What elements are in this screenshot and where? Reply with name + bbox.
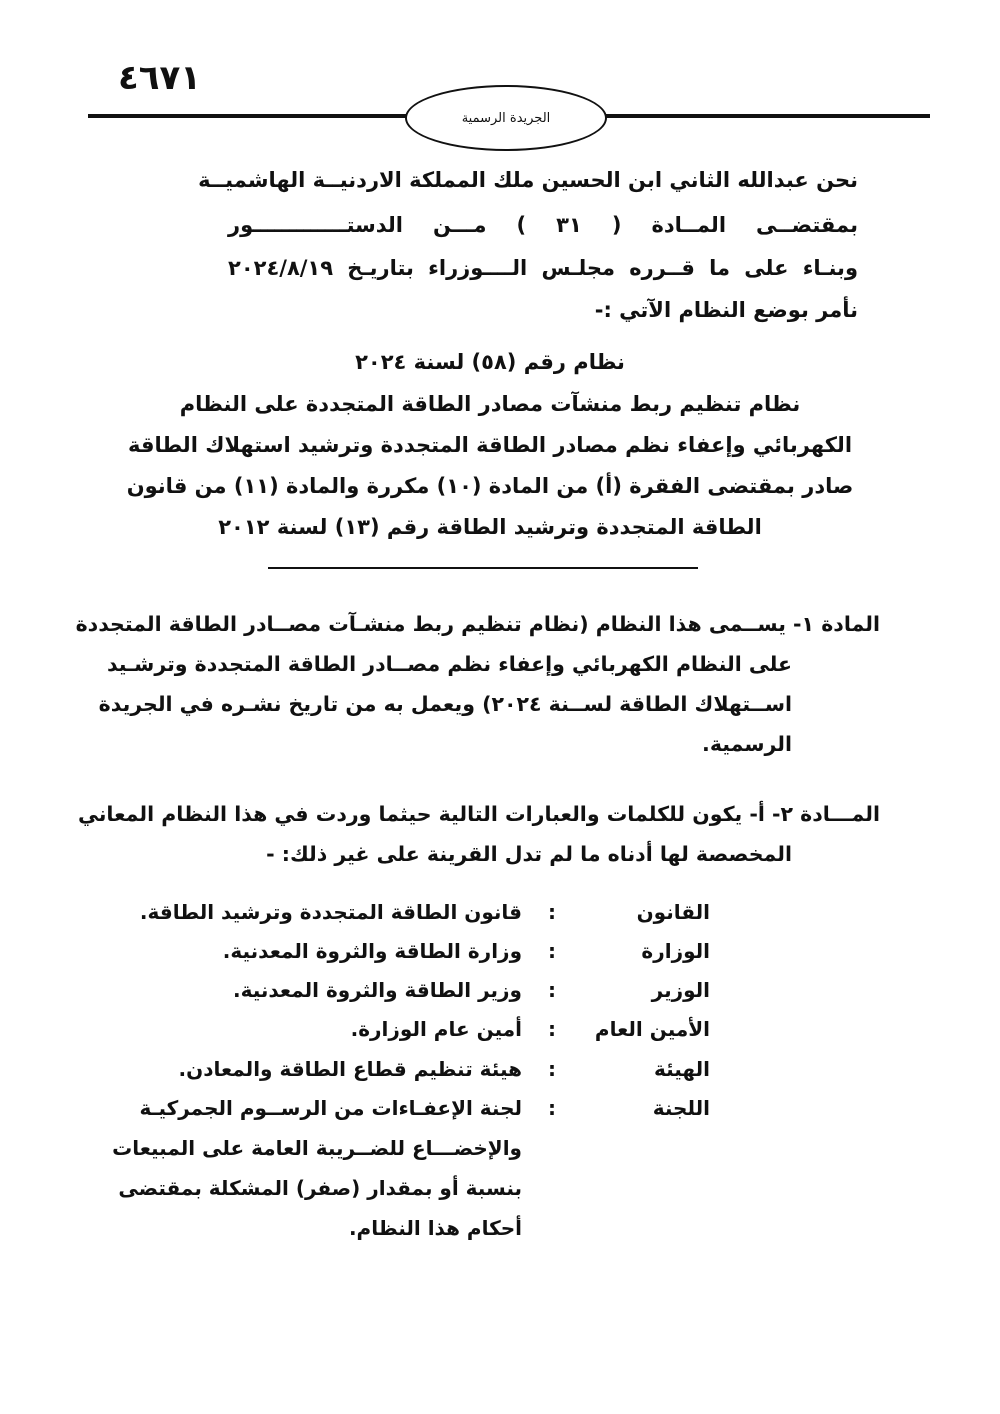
definition-text: بنسبة أو بمقدار (صفر) المشكلة بمقتضى xyxy=(118,1176,522,1200)
title-line-3: الكهربائي وإعفاء نظم مصادر الطاقة المتجددة وترشيد استهلاك الطاقة xyxy=(127,433,853,457)
definition-text: لجنة الإعفـاءات من الرســوم الجمركيـة xyxy=(139,1096,522,1120)
title-line-2: نظام تنظيم ربط منشآت مصادر الطاقة المتجددة على النظام xyxy=(179,392,801,416)
article-2-line-2: المخصصة لها أدناه ما لم تدل القرينة على غير ذلك: - xyxy=(266,842,792,866)
article-1-line-1: المادة ١- يســمى هذا النظام (نظام تنظيم ربط منشـآت مصــادر الطاقة المتجددة xyxy=(75,612,880,636)
definition-text: والإخضـــاع للضــريبة العامة على المبيعات xyxy=(112,1136,522,1160)
definition-text: وزارة الطاقة والثروة المعدنية. xyxy=(222,939,522,963)
definition-colon: : xyxy=(548,1096,556,1120)
title-divider xyxy=(268,567,698,569)
definition-text: وزير الطاقة والثروة المعدنية. xyxy=(232,978,522,1002)
article-1-line-3: اســتهلاك الطاقة لســنة ٢٠٢٤) ويعمل به من تاريخ نشـره في الجريدة xyxy=(98,692,792,716)
title-line-5: الطاقة المتجددة وترشيد الطاقة رقم (١٣) لسنة ٢٠١٢ xyxy=(218,515,762,539)
definition-colon: : xyxy=(548,939,556,963)
definition-text: هيئة تنظيم قطاع الطاقة والمعادن. xyxy=(178,1057,522,1081)
definition-term: الوزارة xyxy=(641,939,710,963)
preamble-line-1: نحن عبدالله الثاني ابن الحسين ملك المملكة الاردنيــة الهاشميــة xyxy=(198,168,858,192)
preamble-line-4: نأمر بوضع النظام الآتي :- xyxy=(594,298,858,322)
definition-colon: : xyxy=(548,900,556,924)
title-line-4: صادر بمقتضى الفقرة (أ) من المادة (١٠) مكررة والمادة (١١) من قانون xyxy=(126,474,854,498)
definition-text: أحكام هذا النظام. xyxy=(348,1216,522,1240)
article-1-line-4: الرسمية. xyxy=(702,732,792,756)
gazette-name: الجريدة الرسمية xyxy=(461,110,551,126)
definition-text: أمين عام الوزارة. xyxy=(350,1017,522,1041)
gazette-name-oval xyxy=(405,85,607,151)
definition-term: الوزير xyxy=(651,978,710,1002)
definition-text: قانون الطاقة المتجددة وترشيد الطاقة. xyxy=(139,900,522,924)
article-2-line-1: المـــادة ٢- أ- يكون للكلمات والعبارات التالية حيثما وردت في هذا النظام المعاني xyxy=(77,802,880,826)
definition-colon: : xyxy=(548,1057,556,1081)
definition-term: القانون xyxy=(636,900,710,924)
page-number: ٤٦٧١ xyxy=(118,58,202,98)
article-1-line-2: على النظام الكهربائي وإعفاء نظم مصــادر الطاقة المتجددة وترشـيد xyxy=(106,652,792,676)
preamble-line-3: وبنـاء على ما قــرره مجلـس الــــوزراء بتاريـخ ٢٠٢٤/٨/١٩ xyxy=(228,256,858,280)
preamble-line-2: بمقتضــى المــادة ( ٣١ ) مـــن الدستـــــــــــــور xyxy=(228,213,858,237)
definition-term: اللجنة xyxy=(652,1096,710,1120)
definition-colon: : xyxy=(548,978,556,1002)
definition-term: الهيئة xyxy=(653,1057,710,1081)
definition-term: الأمين العام xyxy=(594,1017,710,1041)
definition-colon: : xyxy=(548,1017,556,1041)
regulation-number: نظام رقم (٥٨) لسنة ٢٠٢٤ xyxy=(355,350,625,374)
